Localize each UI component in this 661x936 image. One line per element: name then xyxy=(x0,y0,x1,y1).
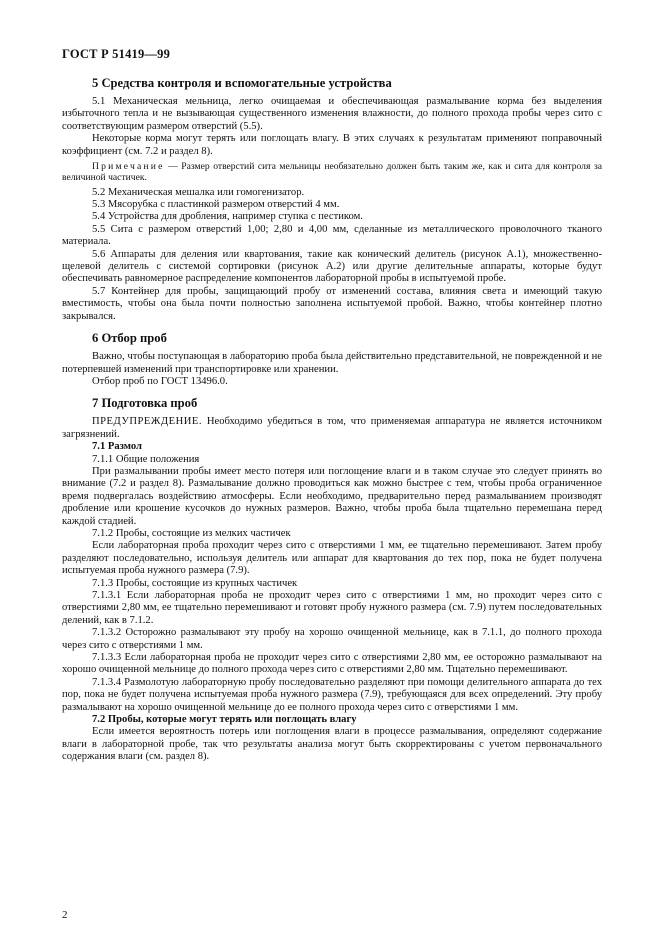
subsection-7-1-3-title: 7.1.3 Пробы, состоящие из крупных частичек xyxy=(92,577,298,589)
subsection-7-1-1-title: 7.1.1 Общие положения xyxy=(92,453,200,465)
paragraph-7-1-3-1: 7.1.3.1 Если лабораторная проба не проходит через сито с отверстиями 1 мм, но проходит через сито с отверстиями 2,80 мм, ее тщательно перемешивают и готовят пробу нужного размера (см. 7.9) путем последовательных делений, как в 7.1.2. xyxy=(62,590,602,626)
document-body xyxy=(62,76,602,764)
paragraph-6-1: Важно, чтобы поступающая в лабораторию проба была действительно представительной, не поврежденной и не потерпевшей изменений при транспортировке или хранении. xyxy=(62,351,602,375)
warning-label: ПРЕДУПРЕЖДЕНИЕ. xyxy=(92,416,202,428)
paragraph-7-1-3-4: 7.1.3.4 Размолотую лабораторную пробу последовательно разделяют при помощи делительного аппарата до тех пор, пока не будет получена испытуемая проба нужного размера (7.9), требующаяся для всех определений. Эту пробу размалывают на хорошо очищенной мельнице до ее полного прохода через сито с отверстиями 1 мм. xyxy=(62,676,602,713)
subsection-7-1-2-title: 7.1.2 Пробы, состоящие из мелких частичек xyxy=(92,527,291,539)
paragraph-5-1-b: Некоторые корма могут терять или поглощать влагу. В этих случаях к результатам применяют поправочный коэффициент (см. 7.2 и раздел 8). xyxy=(62,133,602,157)
paragraph-7-1-1: При размалывании пробы имеет место потеря или поглощение влаги и в таком случае это следует принять во внимание (7.2 и раздел 8). Размалывание должно проводиться как можно быстрее с тем, чтобы проба ограниченное время подвергалась воздействию атмосферы. Если необходимо, предварительно перед размалыванием производят дробление или крошение кусочков до нужных размеров. Важно, чтобы проба была тщательно перемешана перед каждой стадией. xyxy=(62,465,602,527)
note-text: — Размер отверстий сита мельницы необязательно должен быть таким же, как и сита для контроля за величиной частичек. xyxy=(62,161,602,184)
paragraph-5-4: 5.4 Устройства для дробления, например ступка с пестиком. xyxy=(92,211,363,223)
paragraph-5-7: 5.7 Контейнер для пробы, защищающий пробу от изменений состава, влияния света и имеющий такую вместимость, чтобы она была почти полностью заполнена испытуемой пробой. Важно, чтобы контейнер плотно закрывался. xyxy=(62,285,602,322)
paragraph-7-2: Если имеется вероятность потерь или поглощения влаги в процессе размалывания, определяют содержание влаги в лабораторной пробе, так что результаты анализа могут быть скорректированы с учетом первоначального содержания влаги (см. раздел 8). xyxy=(62,726,602,763)
paragraph-5-6: 5.6 Аппараты для деления или квартования, такие как конический делитель (рисунок А.1), множественно-щелевой делитель с системой сортировки (рисунок А.2) или другие делительные аппараты, которые будут обеспечивать равномерное распределение компонентов лабораторной пробы в испытуемой пробе. xyxy=(62,248,602,285)
note-label: Примечание xyxy=(92,161,165,173)
subsection-7-2-title: 7.2 Пробы, которые могут терять или поглощать влагу xyxy=(92,714,357,726)
paragraph-7-1-3-2: 7.1.3.2 Осторожно размалывают эту пробу на хорошо очищенной мельнице, как в 7.1.1, до полного прохода через сито с отверстиями 1 мм. xyxy=(62,627,602,651)
section-6-title: 6 Отбор проб xyxy=(92,331,167,346)
paragraph-5-3: 5.3 Мясорубка с пластинкой размером отверстий 4 мм. xyxy=(92,199,340,211)
document-header: ГОСТ Р 51419—99 xyxy=(62,47,171,61)
paragraph-7-1-3-3: 7.1.3.3 Если лабораторная проба не проходит через сито с отверстиями 2,80 мм, ее осторожно размалывают на хорошо очищенной мельнице до полного прохода через сито с отверстиями 2,80 мм. Тщательно перемешивают. xyxy=(62,652,602,676)
warning-paragraph xyxy=(62,416,602,441)
paragraph-5-1: 5.1 Механическая мельница, легко очищаемая и обеспечивающая размалывание корма без выделения избыточного тепла и не вызывающая существенного изменения влажности, до полного прохода пробы через сито с соответствующим размером отверстий (5.5). xyxy=(62,96,602,132)
subsection-7-1-title: 7.1 Размол xyxy=(92,441,142,453)
paragraph-5-2: 5.2 Механическая мешалка или гомогенизатор. xyxy=(92,186,305,198)
paragraph-5-5: 5.5 Сита с размером отверстий 1,00; 2,80 и 4,00 мм, сделанные из металлического проволочного тканого материала. xyxy=(62,223,602,248)
paragraph-6-2: Отбор проб по ГОСТ 13496.0. xyxy=(92,375,228,387)
note-5 xyxy=(62,161,602,184)
page-number: 2 xyxy=(62,909,68,921)
section-7-title: 7 Подготовка проб xyxy=(92,396,198,411)
paragraph-7-1-2: Если лабораторная проба проходит через сито с отверстиями 1 мм, ее тщательно перемешивают. Затем пробу разделяют последовательно, используя делитель или аппарат для квартования до тех пор, пока не будет получена испытуемая проба нужного размера (7.9). xyxy=(62,540,602,577)
section-5-title: 5 Средства контроля и вспомогательные устройства xyxy=(92,76,392,90)
warning-text: Необходимо убедиться в том, что применяемая аппаратура не является источником загрязнений. xyxy=(62,416,602,440)
